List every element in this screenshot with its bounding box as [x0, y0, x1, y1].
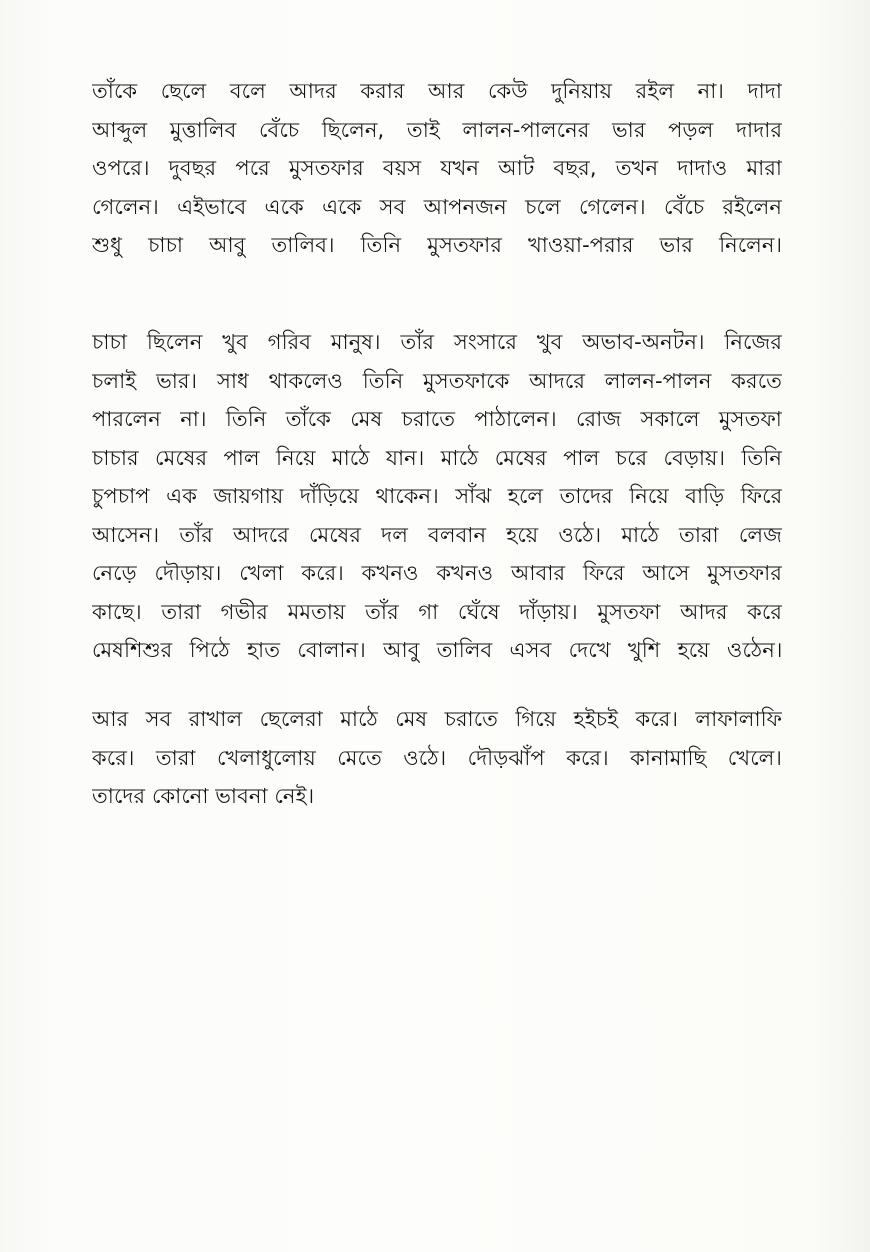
text-line: গেলেন। এইভাবে একে একে সব আপনজন চলে গেলেন। বেঁচে রইলেন [92, 194, 782, 219]
text-line: চাচার মেষের পাল নিয়ে মাঠে যান। মাঠে মেষের পাল চরে বেড়ায়। তিনি [92, 445, 782, 470]
text-line: পারলেন না। তিনি তাঁকে মেষ চরাতে পাঠালেন। রোজ সকালে মুসতফা [92, 407, 782, 431]
text-line: আর সব রাখাল ছেলেরা মাঠে মেষ চরাতে গিয়ে হইচই করে। লাফালাফি [92, 707, 782, 731]
text-line: চাচা ছিলেন খুব গরিব মানুষ। তাঁর সংসারে খুব অভাব-অনটন। নিজের [92, 330, 782, 354]
text-line: শুধু চাচা আবু তালিব। তিনি মুসতফার খাওয়া-পরার ভার নিলেন। [92, 233, 782, 257]
text-line: আব্দুল মুত্তালিব বেঁচে ছিলেন, তাই লালন-পালনের ভার পড়ল দাদার [92, 117, 782, 142]
text-line: চুপচাপ এক জায়গায় দাঁড়িয়ে থাকেন। সাঁঝ হলে তাদের নিয়ে বাড়ি ফিরে [92, 484, 782, 508]
text-line: নেড়ে দৌড়ায়। খেলা করে। কখনও কখনও আবার ফিরে আসে মুসতফার [92, 561, 782, 585]
text-line: আসেন। তাঁর আদরে মেষের দল বলবান হয়ে ওঠে। মাঠে তারা লেজ [92, 522, 782, 547]
text-line: তাদের কোনো ভাবনা নেই। [92, 784, 315, 808]
text-line: কাছে। তারা গভীর মমতায় তাঁর গা ঘেঁষে দাঁড়ায়। মুসতফা আদর করে [92, 599, 782, 624]
paragraph-1 [92, 72, 782, 265]
text-line: তাঁকে ছেলে বলে আদর করার আর কেউ দুনিয়ায় রইল না। দাদা [92, 79, 782, 103]
paragraph-2 [92, 323, 782, 670]
text-line: মেষশিশুর পিঠে হাত বোলান। আবু তালিব এসব দেখে খুশি হয়ে ওঠেন। [92, 638, 782, 662]
text-line: করে। তারা খেলাধুলোয় মেতে ওঠে। দৌড়ঝাঁপ করে। কানামাছি খেলে। [92, 745, 782, 770]
text-line: ওপরে। দুবছর পরে মুসতফার বয়স যখন আট বছর, তখন দাদাও মারা [92, 156, 782, 180]
paragraph-3 [92, 700, 782, 816]
text-line: চলাই ভার। সাধ থাকলেও তিনি মুসতফাকে আদরে লালন-পালন করতে [92, 368, 782, 393]
